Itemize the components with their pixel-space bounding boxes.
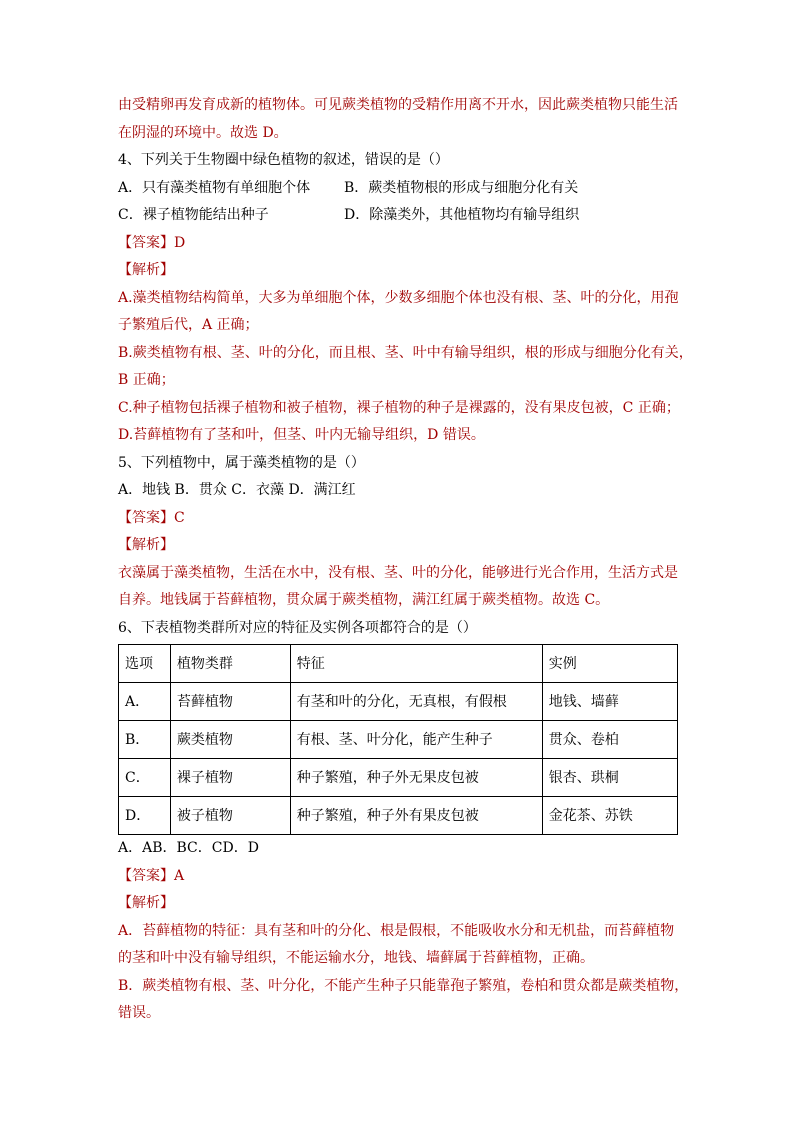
q4-answer: 【答案】D <box>118 234 186 251</box>
q4-analysis-line: A.藻类植物结构简单，大多为单细胞个体，少数多细胞个体也没有根、茎、叶的分化，用孢 <box>118 289 679 306</box>
table-cell: 种子繁殖，种子外无果皮包被 <box>290 759 542 797</box>
table-header-cell: 选项 <box>119 645 171 683</box>
q4-analysis-line: B.蕨类植物有根、茎、叶的分化，而且根、茎、叶中有输导组织，根的形成与细胞分化有关， <box>118 344 693 361</box>
table-row <box>119 759 678 797</box>
table-cell: 种子繁殖，种子外有果皮包被 <box>290 797 542 835</box>
table-cell: C． <box>119 759 171 797</box>
q5-answer: 【答案】C <box>118 509 185 526</box>
q4-analysis-label: 【解析】 <box>118 262 174 278</box>
table-cell: 被子植物 <box>170 797 290 835</box>
table-header-row <box>119 645 678 683</box>
q4-options-row-1 <box>118 175 678 203</box>
q6-analysis-line: B．蕨类植物有根、茎、叶分化，不能产生种子只能靠孢子繁殖，卷柏和贯众都是蕨类植物， <box>118 977 689 994</box>
q5-analysis-line: 自养。地钱属于苔藓植物，贯众属于蕨类植物，满江红属于蕨类植物。故选 C。 <box>118 592 610 608</box>
intro-line-1: 由受精卵再发育成新的植物体。可见蕨类植物的受精作用离不开水，因此蕨类植物只能生活 <box>118 97 678 113</box>
table-cell: B． <box>119 721 171 759</box>
table-cell: 银杏、珙桐 <box>542 759 677 797</box>
q6-analysis-line: 的茎和叶中没有输导组织，不能运输水分，地钱、墙藓属于苔藓植物，正确。 <box>118 950 594 966</box>
intro-line-2: 在阴湿的环境中。故选 D。 <box>118 124 288 141</box>
table-cell: A． <box>119 683 171 721</box>
q4-analysis-line: B 正确； <box>118 372 175 388</box>
table-cell: 金花茶、苏铁 <box>542 797 677 835</box>
table-header-cell: 植物类群 <box>170 645 290 683</box>
plant-groups-table <box>118 644 678 835</box>
q4-option-a: A．只有藻类植物有单细胞个体 <box>118 179 311 196</box>
q5-options: A．地钱 B．贯众 C．衣藻 D．满江红 <box>118 482 356 498</box>
q4-analysis-line: D.苔藓植物有了茎和叶，但茎、叶内无输导组织，D 错误。 <box>118 427 485 443</box>
q4-option-b: B．蕨类植物根的形成与细胞分化有关 <box>344 179 579 196</box>
table-row <box>119 683 678 721</box>
table-row <box>119 797 678 835</box>
q6-analysis-label: 【解析】 <box>118 895 174 911</box>
q5-analysis-line: 衣藻属于藻类植物，生活在水中，没有根、茎、叶的分化，能够进行光合作用，生活方式是 <box>118 564 678 581</box>
q4-option-c: C．裸子植物能结出种子 <box>118 207 269 223</box>
table-row <box>119 721 678 759</box>
table-cell: 裸子植物 <box>170 759 290 797</box>
table-cell: 有根、茎、叶分化，能产生种子 <box>290 721 542 759</box>
q4-option-d: D．除藻类外，其他植物均有输导组织 <box>344 207 580 223</box>
q6-stem: 6、下表植物类群所对应的特征及实例各项都符合的是（） <box>118 619 477 636</box>
table-cell: 苔藓植物 <box>170 683 290 721</box>
q4-analysis-line: C.种子植物包括裸子植物和被子植物，裸子植物的种子是裸露的，没有果皮包被，C 正确； <box>118 399 680 416</box>
q5-analysis-label: 【解析】 <box>118 537 174 553</box>
table-cell: 有茎和叶的分化，无真根，有假根 <box>290 683 542 721</box>
table-cell: D． <box>119 797 171 835</box>
q6-analysis-line: A．苔藓植物的特征：具有茎和叶的分化、根是假根，不能吸收水分和无机盐，而苔藓植物 <box>118 922 675 939</box>
q6-analysis-line: 错误。 <box>118 1005 160 1021</box>
q4-analysis-line: 子繁殖后代，A 正确； <box>118 317 259 333</box>
q6-answer: 【答案】A <box>118 867 185 884</box>
table-cell: 地钱、墙藓 <box>542 683 677 721</box>
table-cell: 贯众、卷柏 <box>542 721 677 759</box>
q6-options: A．AB．BC．CD．D <box>118 840 259 856</box>
table-header-cell: 实例 <box>542 645 677 683</box>
table-header-cell: 特征 <box>290 645 542 683</box>
table-cell: 蕨类植物 <box>170 721 290 759</box>
q5-stem: 5、下列植物中，属于藻类植物的是（） <box>118 454 365 471</box>
q4-stem: 4、下列关于生物圈中绿色植物的叙述，错误的是（） <box>118 152 449 168</box>
page-content <box>118 92 693 1028</box>
q4-options-row-2 <box>118 202 678 230</box>
